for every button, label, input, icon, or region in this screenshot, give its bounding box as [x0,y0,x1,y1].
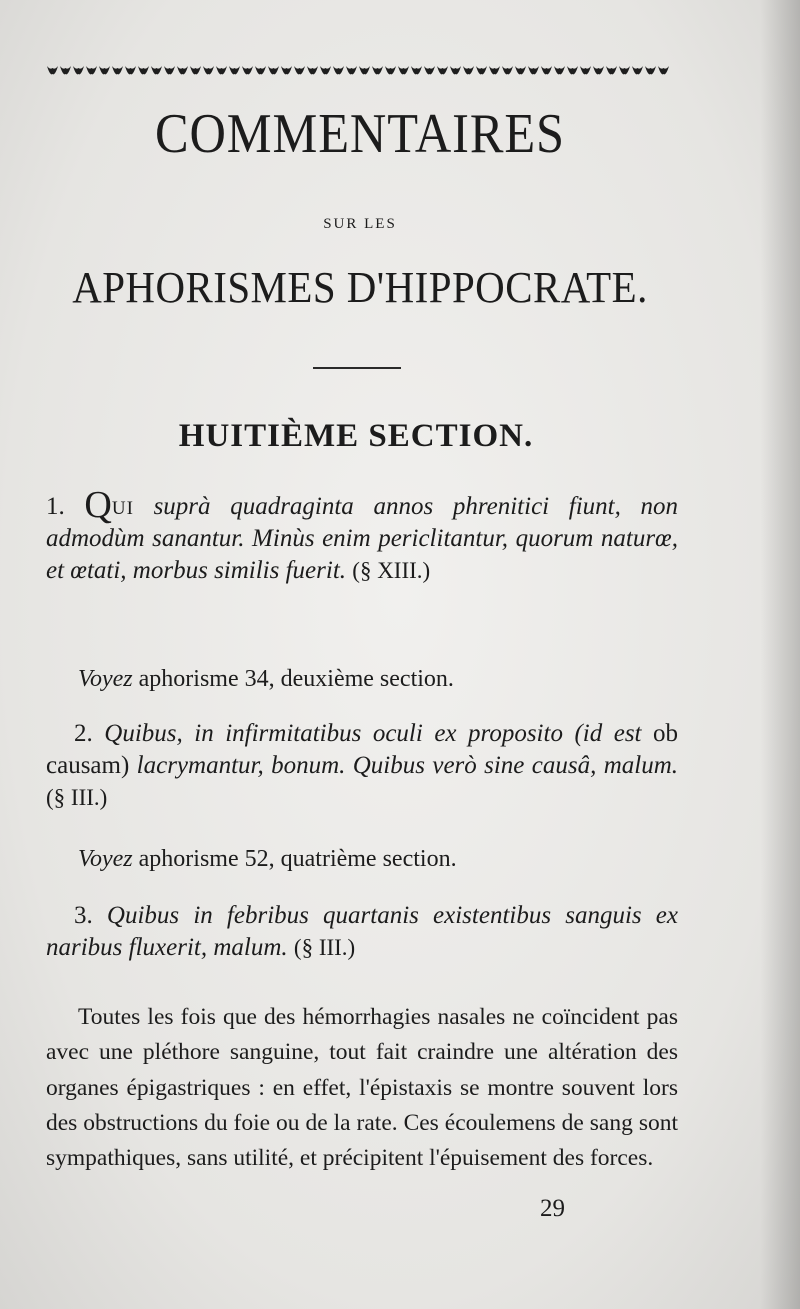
note-italic: Voyez [78,666,133,692]
aphorism-text-c: ob causam) [46,720,679,779]
title-connector: SUR LES [323,216,397,232]
lead-caps: UI [111,498,134,519]
aphorism-text: Quibus in febribus quartanis existentibus sanguis ex naribus fluxerit, malum. [46,902,678,961]
aphorism-number: 3. [74,902,93,929]
aphorism-text-b: id est [582,720,642,747]
cross-reference-note [78,665,678,694]
page-subtitle: APHORISMES D'HIPPOCRATE. [72,263,648,312]
divider-rule [313,367,401,369]
page-title: COMMENTAIRES [154,103,565,165]
section-title: HUITIÈME SECTION. [178,418,534,454]
aphorism-number: 1. [46,493,65,520]
aphorism-text-d: lacrymantur, bonum. Quibus verò sine causâ, malum. [136,751,678,779]
note-text: aphorisme 34, deuxième section. [138,666,454,692]
page-number: 29 [540,1195,565,1222]
aphorism-number: 2. [74,720,93,747]
section-reference: (§ III.) [46,784,108,810]
note-italic: Voyez [78,846,133,872]
aphorism-3 [46,900,678,964]
ornamental-border [46,62,670,78]
note-text: aphorisme 52, quatrième section. [138,846,457,872]
aphorism-text-a: Quibus, in infirmitatibus oculi ex proposito ( [104,720,583,747]
cross-reference-note [78,845,678,874]
section-reference: (§ III.) [293,934,356,960]
drop-cap: Q [84,484,112,526]
aphorism-text: suprà quadraginta annos phrenitici fiunt, non admodùm sanantur. Minùs enim periclitantur, quorum naturœ, et œtati, morbus similis fuerit. [46,493,679,584]
page-edge-shadow [760,0,800,1309]
aphorism-2 [46,718,678,813]
aphorism-1 [46,484,679,586]
commentary-paragraph: Toutes les fois que des hémorrhagies nasales ne coïncident pas avec une pléthore sanguine, tout fait craindre une altération des organes épigastriques : en effet, l'épistaxis se montre souvent lors des obstructions du foie ou de la rate. Ces écoulemens de sang sont sympathiques, sans utilité, et précipitent l'épuisement des forces. [46,1004,678,1171]
section-reference: (§ XIII.) [352,557,431,583]
